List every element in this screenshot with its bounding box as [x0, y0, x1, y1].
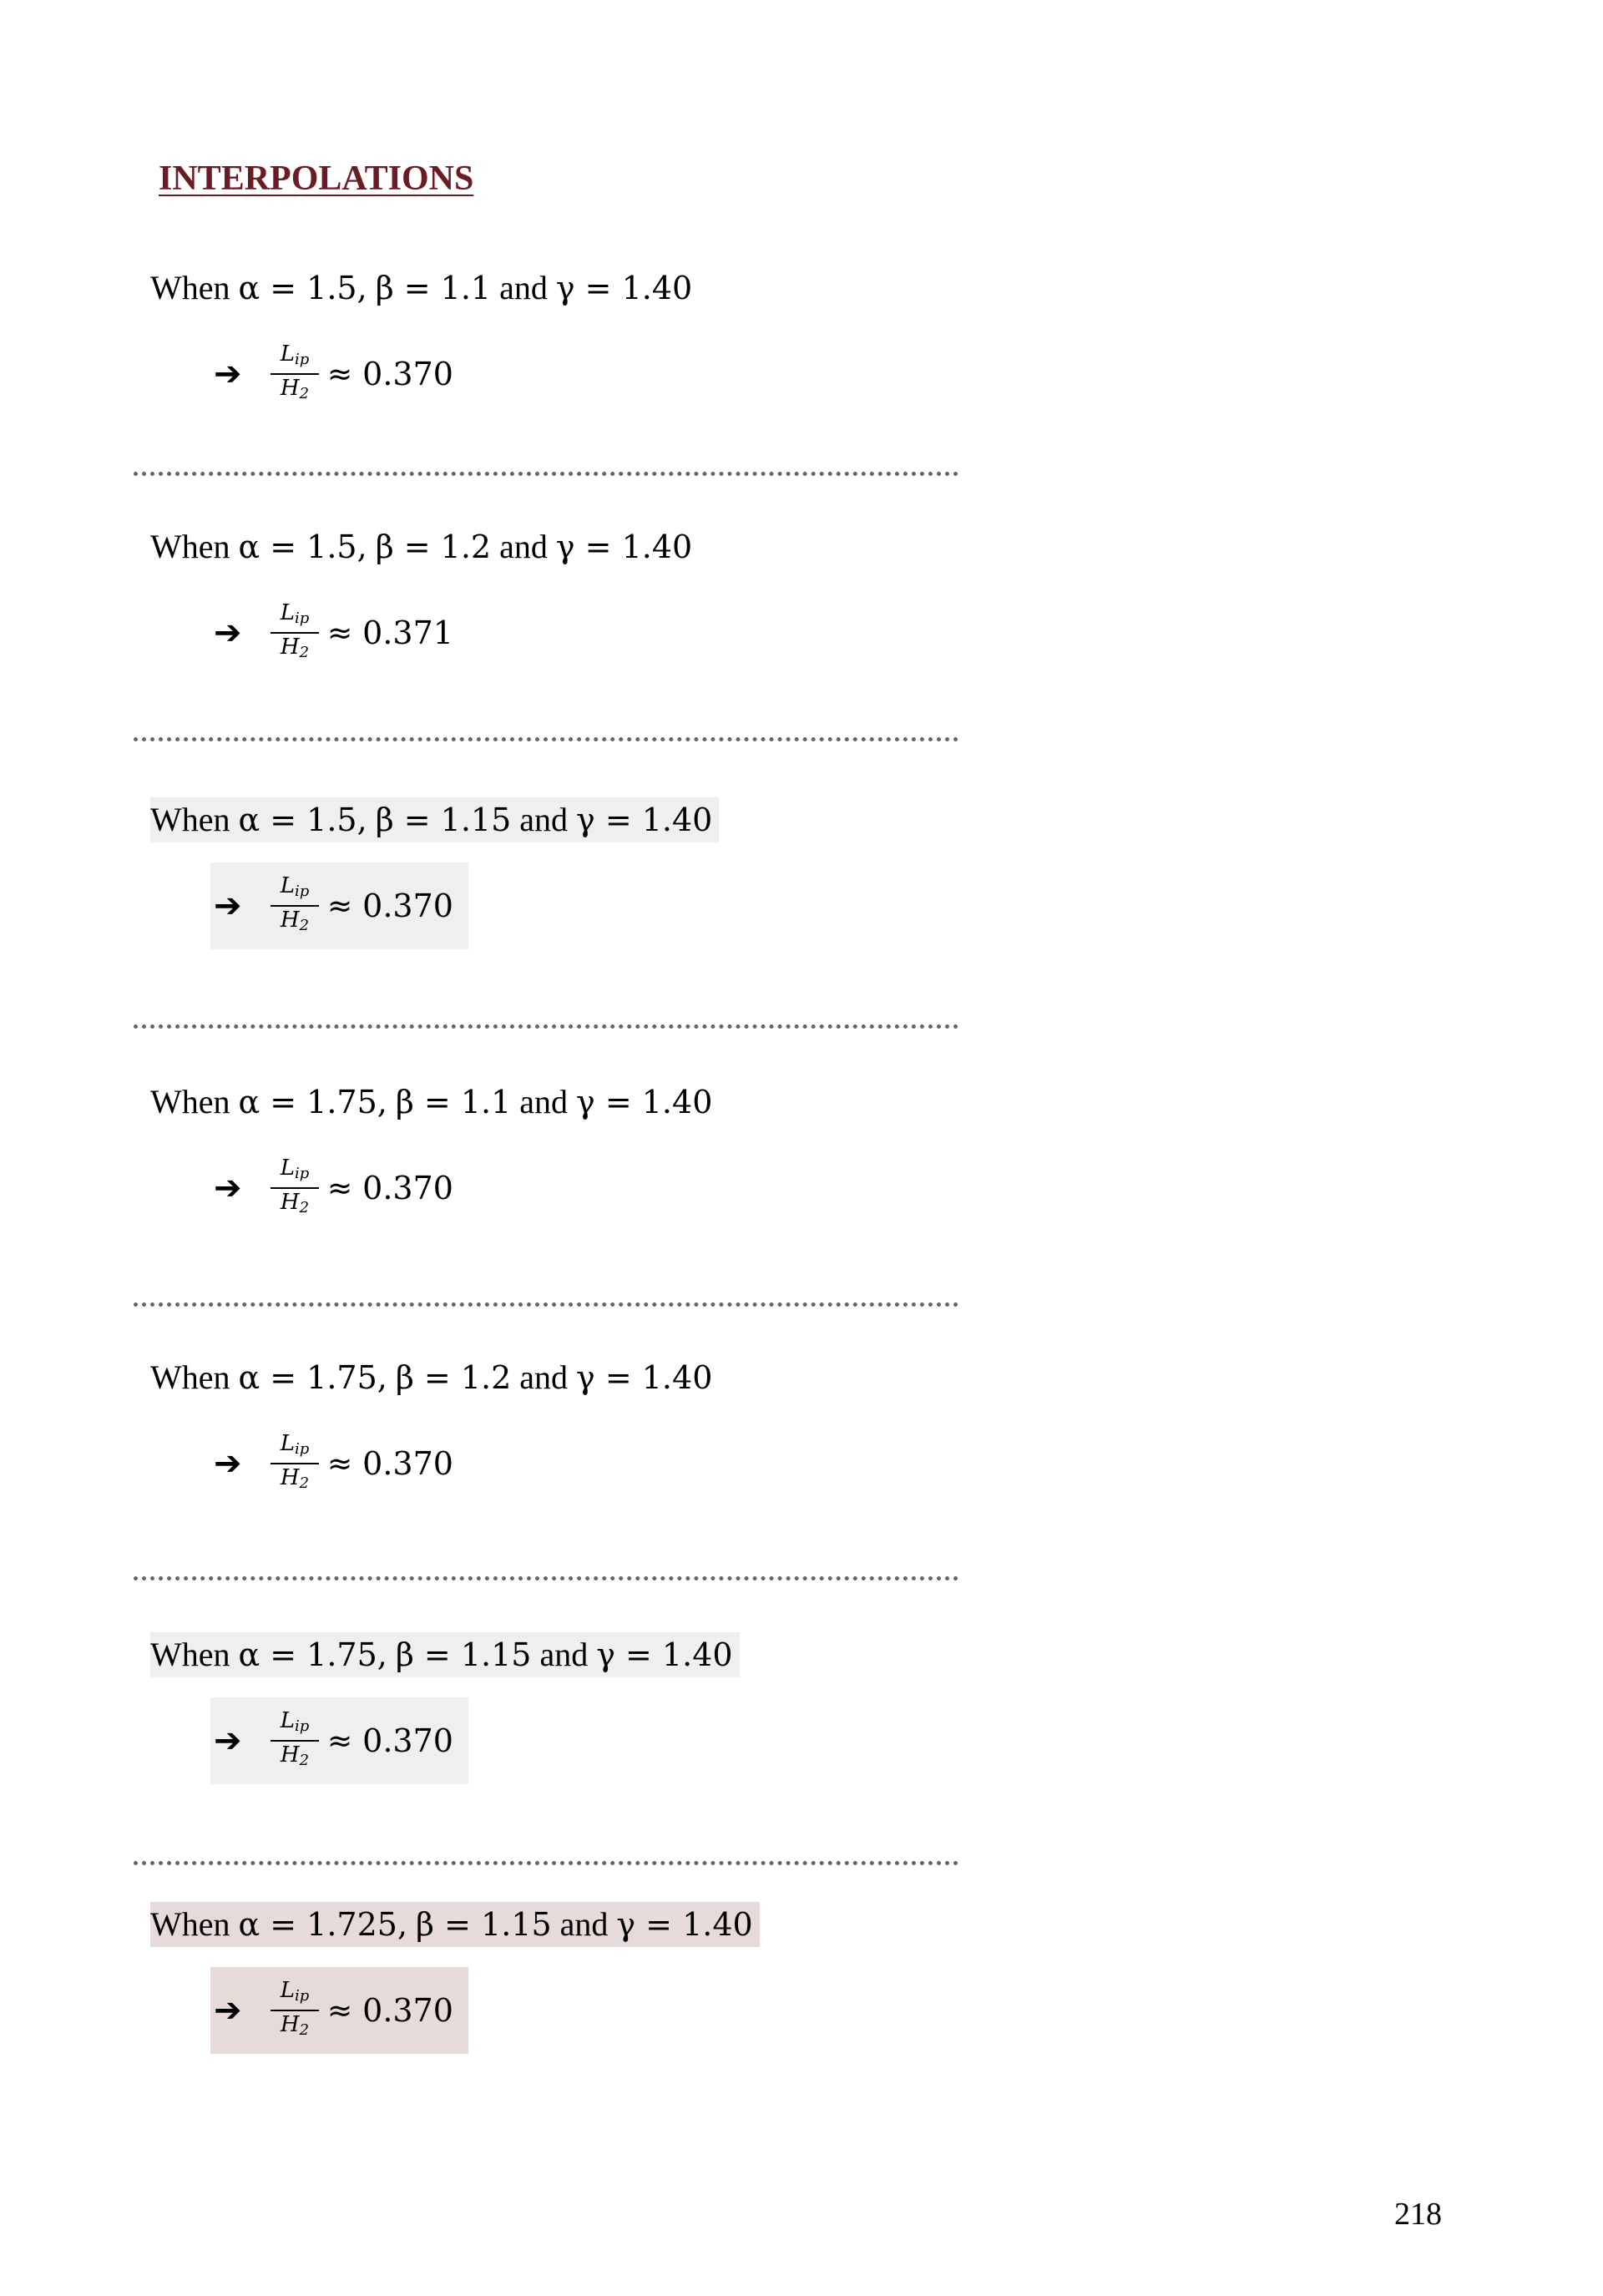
result-line: ➔ $\frac{L_{ip}}{H_2}$ ≈ 0.370	[210, 331, 468, 417]
ratio-fraction: $\frac{L_{ip}}{H_2}$	[271, 1155, 319, 1221]
ratio-fraction: $\frac{L_{ip}}{H_2}$	[271, 1707, 319, 1774]
separator	[134, 1861, 958, 1865]
ratio-fraction: $\frac{L_{ip}}{H_2}$	[271, 1977, 319, 2044]
result-value: 0.370	[362, 1445, 453, 1482]
result-value: 0.370	[362, 888, 453, 924]
result-value: 0.370	[362, 1722, 453, 1759]
result-value: 0.370	[362, 1992, 453, 2029]
result-line: ➔ $\frac{L_{ip}}{H_2}$ ≈ 0.370	[210, 1967, 468, 2054]
arrow-icon: ➔	[214, 614, 242, 652]
result-value: 0.371	[362, 614, 453, 651]
arrow-icon: ➔	[214, 1444, 242, 1483]
condition-line: When α = 1.75, β = 1.15 and γ = 1.40	[150, 1632, 740, 1677]
ratio-fraction: $\frac{L_{ip}}{H_2}$	[271, 872, 319, 939]
separator	[134, 1302, 958, 1307]
result-line: ➔ $\frac{L_{ip}}{H_2}$ ≈ 0.370	[210, 1420, 468, 1507]
ratio-fraction: $\frac{L_{ip}}{H_2}$	[271, 1430, 319, 1497]
result-value: 0.370	[362, 356, 453, 392]
condition-line: When α = 1.75, β = 1.1 and γ = 1.40	[150, 1083, 713, 1120]
condition-line: When α = 1.725, β = 1.15 and γ = 1.40	[150, 1902, 760, 1947]
result-line: ➔ $\frac{L_{ip}}{H_2}$ ≈ 0.370	[210, 862, 468, 949]
separator	[134, 737, 958, 741]
arrow-icon: ➔	[214, 1722, 242, 1760]
arrow-icon: ➔	[214, 1991, 242, 2030]
ratio-fraction: $\frac{L_{ip}}{H_2}$	[271, 341, 319, 407]
page-heading: INTERPOLATIONS	[159, 159, 474, 198]
arrow-icon: ➔	[214, 887, 242, 925]
result-value: 0.370	[362, 1170, 453, 1206]
condition-line: When α = 1.75, β = 1.2 and γ = 1.40	[150, 1358, 713, 1396]
page-number: 218	[1394, 2197, 1442, 2232]
result-line: ➔ $\frac{L_{ip}}{H_2}$ ≈ 0.370	[210, 1697, 468, 1784]
condition-line: When α = 1.5, β = 1.1 and γ = 1.40	[150, 269, 693, 306]
condition-line: When α = 1.5, β = 1.2 and γ = 1.40	[150, 528, 693, 565]
ratio-fraction: $\frac{L_{ip}}{H_2}$	[271, 599, 319, 666]
separator	[134, 1576, 958, 1580]
result-line: ➔ $\frac{L_{ip}}{H_2}$ ≈ 0.370	[210, 1145, 468, 1231]
arrow-icon: ➔	[214, 1169, 242, 1207]
arrow-icon: ➔	[214, 355, 242, 393]
separator	[134, 1024, 958, 1029]
condition-line: When α = 1.5, β = 1.15 and γ = 1.40	[150, 797, 719, 842]
separator	[134, 472, 958, 476]
result-line: ➔ $\frac{L_{ip}}{H_2}$ ≈ 0.371	[210, 589, 468, 676]
